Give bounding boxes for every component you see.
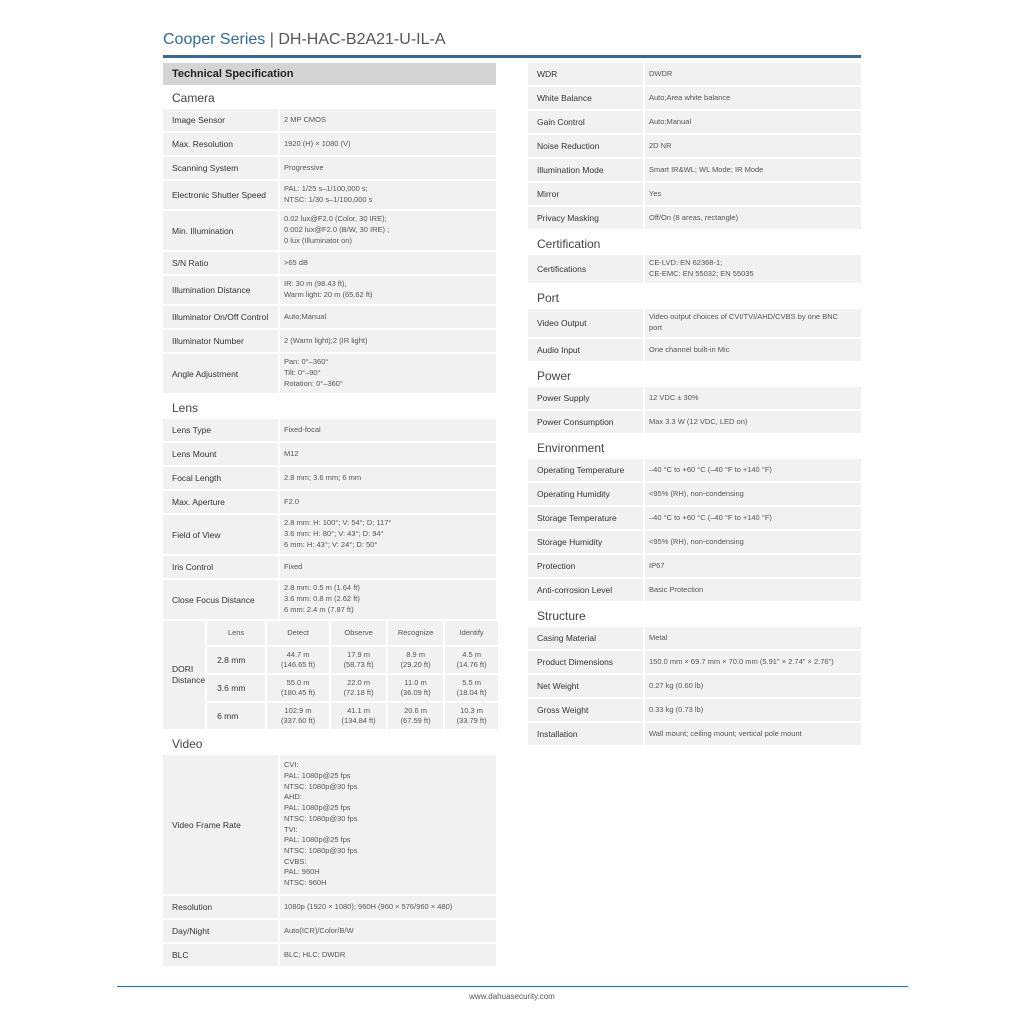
spec-row [528,183,861,205]
spec-label: Max. Aperture [163,491,278,513]
spec-value: <95% (RH), non-condensing [645,483,861,505]
spec-value: Auto;Manual [645,111,861,133]
spec-row [163,354,496,393]
spec-row [163,419,496,441]
spec-label: Lens Mount [163,443,278,465]
dori-value-cell: 102.9 m (337.60 ft) [267,703,329,729]
spec-label: Storage Humidity [528,531,643,553]
spec-row [163,920,496,942]
section-environment-title: Environment [537,441,605,455]
spec-label: Iris Control [163,556,278,578]
spec-value: PAL: 1/25 s–1/100,000 s; NTSC: 1/30 s–1/100,000 s [280,181,496,209]
spec-value: F2.0 [280,491,496,513]
spec-table-header: Technical Specification [163,63,496,85]
dori-grid [207,621,498,729]
dori-lens-cell: 6 mm [207,703,265,729]
spec-label: Gross Weight [528,699,643,721]
spec-row [163,252,496,274]
footer-url: www.dahuasecurity.com [469,992,555,1001]
spec-label: Mirror [528,183,643,205]
spec-label: Protection [528,555,643,577]
spec-label: Casing Material [528,627,643,649]
spec-row [528,531,861,553]
spec-value: CE-LVD: EN 62368-1; CE-EMC: EN 55032; EN 55035 [645,255,861,283]
spec-row [528,483,861,505]
spec-label: Video Frame Rate [163,755,278,894]
spec-label: Net Weight [528,675,643,697]
lens-rows [163,419,496,619]
dori-header-cell: Recognize [388,621,443,645]
spec-label: Illuminator On/Off Control [163,306,278,328]
spec-label: Video Output [528,309,643,337]
spec-label: Field of View [163,515,278,554]
spec-label: Installation [528,723,643,745]
spec-label: Image Sensor [163,109,278,131]
spec-row [163,556,496,578]
spec-row [528,111,861,133]
spec-value: –40 °C to +60 °C (–40 °F to +140 °F) [645,507,861,529]
spec-label: Storage Temperature [528,507,643,529]
spec-row [163,181,496,209]
section-power-title: Power [537,369,572,383]
spec-value: Yes [645,183,861,205]
spec-value: Max 3.3 W (12 VDC, LED on) [645,411,861,433]
spec-row [163,896,496,918]
spec-row [163,755,496,894]
spec-label: Resolution [163,896,278,918]
title-divider [163,55,861,58]
spec-row [163,580,496,619]
spec-value: 2D NR [645,135,861,157]
spec-value: IP67 [645,555,861,577]
spec-value: BLC; HLC; DWDR [280,944,496,966]
spec-label: Operating Humidity [528,483,643,505]
spec-label: Illumination Mode [528,159,643,181]
spec-row [528,339,861,361]
dori-header-cell: Observe [331,621,386,645]
spec-value: Progressive [280,157,496,179]
spec-label: Lens Type [163,419,278,441]
port-rows [528,309,861,361]
left-column [163,63,496,968]
spec-row [163,443,496,465]
structure-rows [528,627,861,745]
spec-value: 150.0 mm × 69.7 mm × 70.0 mm (5.91" × 2.74" × 2.76") [645,651,861,673]
spec-row [528,675,861,697]
spec-row [163,306,496,328]
spec-row [528,699,861,721]
spec-label: Scanning System [163,157,278,179]
right-column [528,63,861,747]
dori-value-cell: 41.1 m (134.84 ft) [331,703,386,729]
spec-label: Electronic Shutter Speed [163,181,278,209]
dori-value-cell: 5.5 m (18.04 ft) [445,675,498,701]
spec-value: Off/On (8 areas, rectangle) [645,207,861,229]
spec-value: CVI: PAL: 1080p@25 fps NTSC: 1080p@30 fps AHD: PAL: 1080p@25 fps NTSC: 1080p@30 fps TVI: PAL: 1080p@25 fps NTSC: 1080p@30 fps CVBS: PAL: 960H NTSC: 960H [280,755,496,894]
spec-label: Noise Reduction [528,135,643,157]
spec-row [528,627,861,649]
spec-label: S/N Ratio [163,252,278,274]
dori-value-cell: 44.7 m (146.65 ft) [267,647,329,673]
spec-label: WDR [528,63,643,85]
spec-value: 2 (Warm light);2 (IR light) [280,330,496,352]
spec-label: Max. Resolution [163,133,278,155]
spec-row [528,87,861,109]
spec-row [163,276,496,304]
spec-value: Fixed-focal [280,419,496,441]
spec-value: >65 dB [280,252,496,274]
spec-value: M12 [280,443,496,465]
spec-label: Angle Adjustment [163,354,278,393]
spec-value: –40 °C to +60 °C (–40 °F to +140 °F) [645,459,861,481]
spec-value: Metal [645,627,861,649]
series-name: Cooper Series [163,31,266,48]
spec-value: 2.8 mm: H: 100°; V: 54°; D: 117° 3.6 mm: H: 80°; V: 43°; D: 94° 6 mm: H: 43°; V: 24°; D: 50° [280,515,496,554]
section-certification-title: Certification [537,237,601,251]
dori-header-cell: Lens [207,621,265,645]
spec-label: Product Dimensions [528,651,643,673]
spec-value: <95% (RH), non-condensing [645,531,861,553]
spec-value: Auto;Manual [280,306,496,328]
footer-divider [117,986,908,987]
spec-value: Auto;Area white balance [645,87,861,109]
spec-row [163,944,496,966]
spec-value: 0.02 lux@F2.0 (Color, 30 IRE); 0.002 lux@F2.0 (B/W, 30 IRE) ; 0 lux (Illuminator on) [280,211,496,250]
model-name: DH-HAC-B2A21-U-IL-A [278,31,446,48]
spec-label: Close Focus Distance [163,580,278,619]
spec-row [528,411,861,433]
dori-distance-table [163,621,496,729]
spec-row [528,507,861,529]
dori-value-cell: 4.5 m (14.76 ft) [445,647,498,673]
spec-label: Focal Length [163,467,278,489]
spec-value: Pan: 0°–360° Tilt: 0°–90° Rotation: 0°–360° [280,354,496,393]
section-port-title: Port [537,291,560,305]
spec-value: Smart IR&WL; WL Mode; IR Mode [645,159,861,181]
video-rows [163,755,496,966]
spec-label: Power Supply [528,387,643,409]
section-lens-title: Lens [172,401,199,415]
spec-value: Basic Protection [645,579,861,601]
spec-value: 2.8 mm: 0.5 m (1.64 ft) 3.6 mm: 0.8 m (2.62 ft) 6 mm: 2.4 m (7.87 ft) [280,580,496,619]
spec-row [163,133,496,155]
spec-row [528,459,861,481]
spec-label: Day/Night [163,920,278,942]
spec-row [528,651,861,673]
spec-row [528,723,861,745]
spec-value: 2.8 mm; 3.6 mm; 6 mm [280,467,496,489]
environment-rows [528,459,861,601]
page-title [163,31,445,49]
certification-rows [528,255,861,283]
camera-rows [163,109,496,393]
spec-label: White Balance [528,87,643,109]
spec-label: Operating Temperature [528,459,643,481]
spec-row [528,207,861,229]
spec-row [528,555,861,577]
title-separator: | [269,31,274,48]
spec-label: Illumination Distance [163,276,278,304]
spec-label: Min. Illumination [163,211,278,250]
spec-row [528,63,861,85]
spec-label: Power Consumption [528,411,643,433]
dori-value-cell: 8.9 m (29.20 ft) [388,647,443,673]
spec-row [528,159,861,181]
video-cont-rows [528,63,861,229]
spec-row [163,109,496,131]
spec-row [163,491,496,513]
spec-value: 1080p (1920 × 1080); 960H (960 × 576/960 × 480) [280,896,496,918]
dori-lens-cell: 2.8 mm [207,647,265,673]
section-camera-title: Camera [172,91,215,105]
spec-row [163,330,496,352]
dori-value-cell: 10.3 m (33.79 ft) [445,703,498,729]
power-rows [528,387,861,433]
spec-value: 12 VDC ± 30% [645,387,861,409]
spec-label: Audio Input [528,339,643,361]
section-structure-title: Structure [537,609,586,623]
spec-value: 0.33 kg (0.73 lb) [645,699,861,721]
spec-value: Auto(ICR)/Color/B/W [280,920,496,942]
spec-label: Illuminator Number [163,330,278,352]
dori-value-cell: 11.0 m (36.09 ft) [388,675,443,701]
dori-label: DORI Distance [163,621,205,729]
dori-value-cell: 55.0 m (180.45 ft) [267,675,329,701]
spec-label: Certifications [528,255,643,283]
dori-value-cell: 20.6 m (67.59 ft) [388,703,443,729]
spec-value: DWDR [645,63,861,85]
spec-row [528,309,861,337]
spec-row [163,157,496,179]
spec-value: 1920 (H) × 1080 (V) [280,133,496,155]
section-video-title: Video [172,737,203,751]
spec-label: Gain Control [528,111,643,133]
spec-value: Wall mount; ceiling mount; vertical pole mount [645,723,861,745]
spec-value: IR: 30 m (98.43 ft), Warm light: 20 m (65.62 ft) [280,276,496,304]
spec-row [163,467,496,489]
spec-row [528,255,861,283]
spec-row [528,135,861,157]
spec-value: Fixed [280,556,496,578]
spec-value: One channel built-in Mic [645,339,861,361]
dori-value-cell: 17.9 m (58.73 ft) [331,647,386,673]
spec-row [528,579,861,601]
spec-row [528,387,861,409]
dori-header-cell: Identify [445,621,498,645]
dori-lens-cell: 3.6 mm [207,675,265,701]
spec-label: BLC [163,944,278,966]
spec-label: Privacy Masking [528,207,643,229]
spec-label: Anti-corrosion Level [528,579,643,601]
spec-row [163,211,496,250]
spec-row [163,515,496,554]
dori-header-cell: Detect [267,621,329,645]
dori-value-cell: 22.0 m (72.18 ft) [331,675,386,701]
spec-value: 2 MP CMOS [280,109,496,131]
spec-value: 0.27 kg (0.60 lb) [645,675,861,697]
spec-value: Video output choices of CVI/TVI/AHD/CVBS by one BNC port [645,309,861,337]
